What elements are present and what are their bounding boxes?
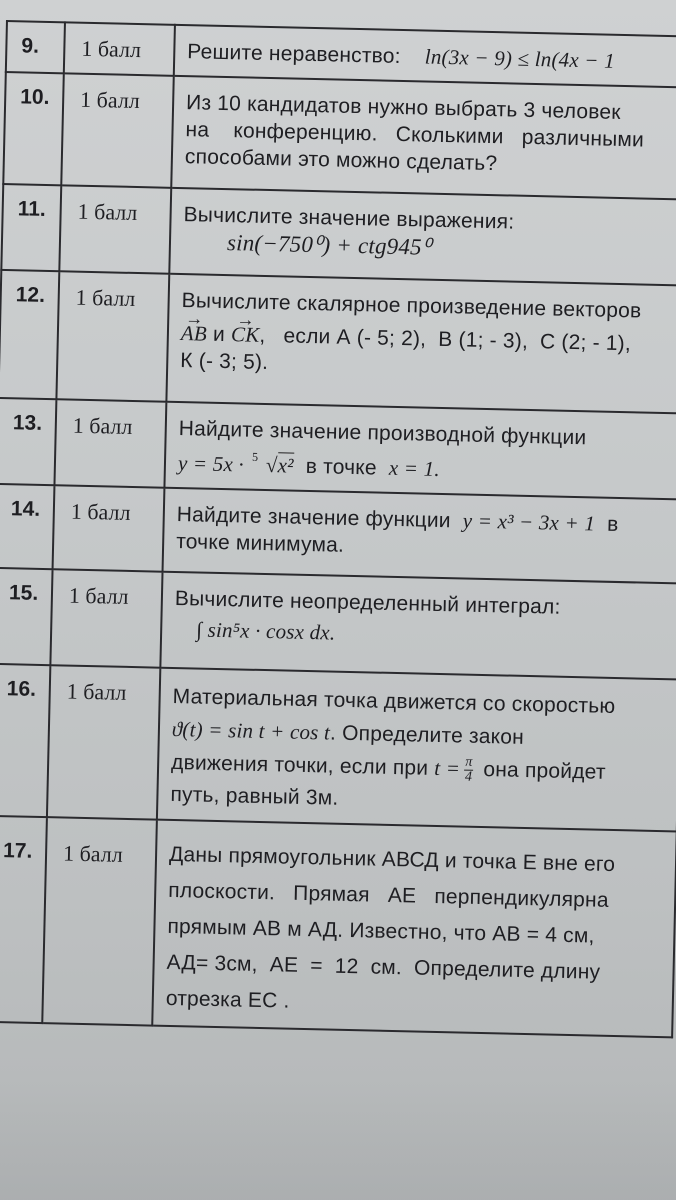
task-line: Найдите значение функции xyxy=(176,503,451,533)
task-line: Найдите значение производной функции xyxy=(178,417,587,450)
formula: ln(3x − 9) ≤ ln(4x − 1 xyxy=(424,44,616,73)
task-points: 1 балл xyxy=(53,485,165,571)
root-index: 5 xyxy=(251,449,259,464)
formula: y = x³ − 3x + 1 xyxy=(462,508,596,536)
task-line: отрезка ЕС . xyxy=(165,986,290,1013)
task-points: 1 балл xyxy=(50,569,162,667)
task-text xyxy=(160,572,676,680)
table-row xyxy=(0,664,676,832)
task-line: в точке xyxy=(305,454,378,480)
task-number: 17. xyxy=(0,816,47,1023)
fraction-numerator: π xyxy=(465,754,473,770)
formula: ∫ sin⁵x · cosx dx. xyxy=(195,617,336,645)
task-points: 1 балл xyxy=(42,817,157,1025)
task-line: движения точки, если при xyxy=(170,750,429,780)
task-text xyxy=(171,76,676,200)
task-points: 1 балл xyxy=(59,185,171,273)
task-line: плоскости. Прямая АЕ перпендикулярна xyxy=(168,878,610,912)
task-line: и xyxy=(212,322,226,347)
table-row xyxy=(0,270,676,414)
fraction xyxy=(464,756,474,785)
task-points: 1 балл xyxy=(54,399,166,487)
vector-ck: → CK xyxy=(231,321,260,349)
task-text xyxy=(166,274,676,414)
formula: ϑ(t) = sin t + cos t xyxy=(171,716,331,745)
task-points: 1 балл xyxy=(56,271,169,401)
task-number: 9. xyxy=(6,21,65,73)
formula: y = 5x · xyxy=(177,451,245,477)
task-line: Из 10 кандидатов нужно выбрать 3 человек xyxy=(185,91,621,124)
task-text xyxy=(164,402,676,500)
radicand: x² xyxy=(277,453,294,478)
task-text xyxy=(152,820,676,1038)
table-row xyxy=(0,816,676,1038)
task-text xyxy=(157,668,676,832)
fraction-denominator: 4 xyxy=(464,769,473,785)
task-number: 12. xyxy=(0,270,59,399)
task-line: Материальная точка движется со скоростью xyxy=(172,684,616,718)
task-line: прямым АВ м АД. Известно, что АВ = 4 см, xyxy=(167,914,595,948)
task-points: 1 балл xyxy=(61,73,174,187)
table-row xyxy=(0,484,676,584)
task-line: точке минимума. xyxy=(175,529,345,557)
task-points: 1 балл xyxy=(47,665,160,819)
paper-shadow xyxy=(0,1080,676,1200)
table-row xyxy=(0,398,676,500)
worksheet xyxy=(0,20,676,1101)
task-line: на конференцию. Сколькими различными xyxy=(185,118,645,152)
task-text xyxy=(163,488,676,584)
task-text xyxy=(169,188,676,286)
task-line: . Определите закон xyxy=(329,721,525,749)
task-line: способами это можно сделать? xyxy=(184,145,498,176)
task-number: 16. xyxy=(0,664,50,817)
task-line: в xyxy=(606,512,619,537)
task-number: 14. xyxy=(0,484,54,569)
task-number: 10. xyxy=(3,72,64,185)
task-number: 11. xyxy=(1,184,61,271)
tasks-table xyxy=(0,20,676,1038)
vector-ab: → AB xyxy=(181,320,208,348)
table-row xyxy=(1,184,676,286)
task-line: К (- 3; 5). xyxy=(180,349,269,375)
task-line: путь, равный 3м. xyxy=(170,782,339,810)
task-points: 1 балл xyxy=(64,22,175,75)
task-number: 13. xyxy=(0,398,56,485)
task-line: Даны прямоугольник АВСД и точка Е вне его xyxy=(168,842,616,877)
task-line: АД= 3см, АЕ = 12 см. Определите длину xyxy=(166,950,601,984)
task-line: Решите неравенство: xyxy=(187,40,401,68)
task-line: Вычислите скалярное произведение векторов xyxy=(181,289,642,323)
formula: x = 1. xyxy=(388,455,441,481)
task-line: она пройдет xyxy=(483,758,606,784)
task-line: Вычислите неопределенный интеграл: xyxy=(174,586,561,619)
table-row xyxy=(0,568,676,680)
table-row xyxy=(3,72,676,200)
root-symbol: 5 √x² xyxy=(250,452,294,480)
formula: sin(−750⁰) + ctg945⁰ xyxy=(226,230,432,260)
task-number: 15. xyxy=(0,568,53,665)
task-line: Вычислите значение выражения: xyxy=(183,203,515,234)
task-line: , если А (- 5; 2), В (1; - 3), С (2; - 1), xyxy=(259,323,632,356)
formula: t = xyxy=(434,755,461,781)
